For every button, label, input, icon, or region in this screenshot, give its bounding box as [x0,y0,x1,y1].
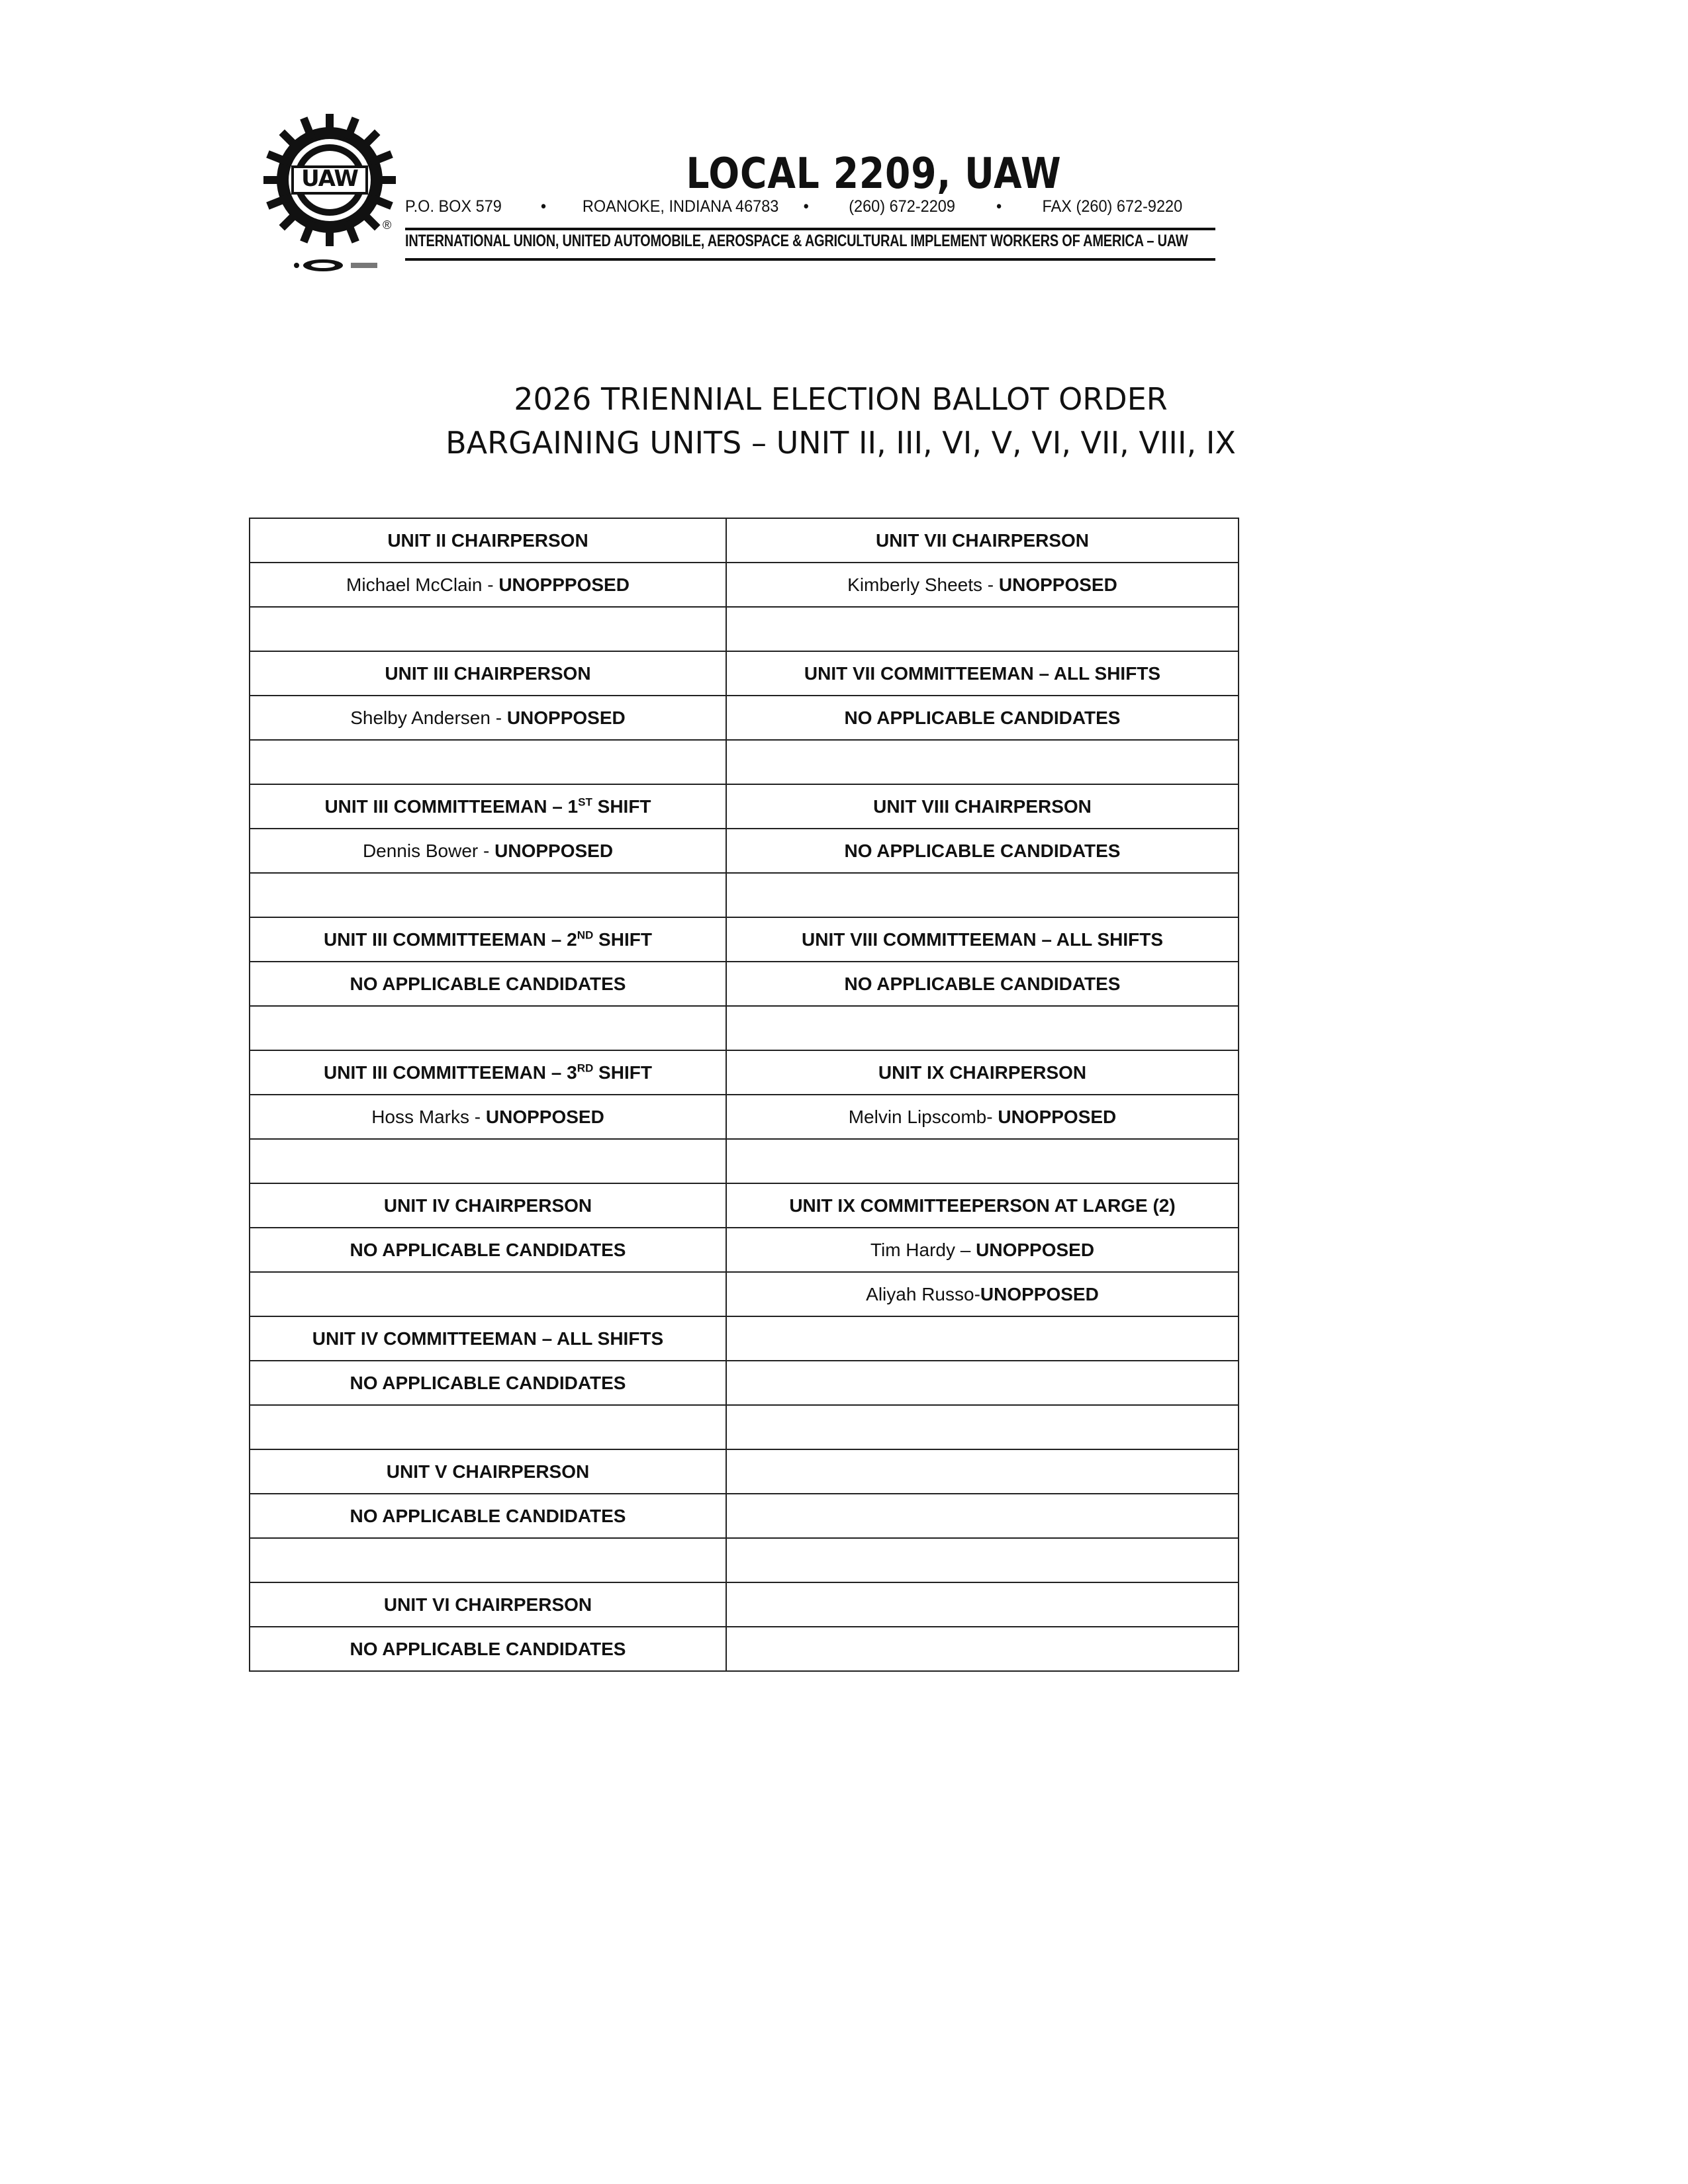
international-union-name: INTERNATIONAL UNION, UNITED AUTOMOBILE, AEROSPACE & AGRICULTURAL IMPLEMENT WORKERS OF AMERICA – UAW [405,232,1188,250]
table-row [250,1183,1239,1228]
local-name-heading: LOCAL 2209, UAW [686,150,1062,199]
union-bug-icon [291,257,391,274]
position-header: UNIT V CHAIRPERSON [250,1449,726,1494]
ballot-subtitle: BARGAINING UNITS – UNIT II, III, VI, V, VI, VII, VIII, IX [445,425,1236,461]
blank-cell [726,1449,1239,1494]
header-text: UNIT III COMMITTEEMAN – 3 [324,1062,577,1083]
table-row [250,784,1239,829]
city-address: ROANOKE, INDIANA 46783 [582,197,779,216]
table-row [250,1139,1239,1183]
candidate-status: UNOPPOSED [998,1106,1117,1127]
table-row [250,1538,1239,1582]
table-row [250,1494,1239,1538]
candidate-status: UNOPPPOSED [498,574,630,595]
blank-cell [250,873,726,917]
logo-text: UAW [301,165,358,192]
table-row [250,518,1239,563]
letterhead-rule-top [405,228,1215,230]
position-header: UNIT IX CHAIRPERSON [726,1050,1239,1095]
position-header: UNIT II CHAIRPERSON [250,518,726,563]
candidate-cell [250,696,726,740]
candidate-name: Michael McClain - [346,574,499,595]
candidate-name: Aliyah Russo- [866,1283,980,1304]
blank-cell [250,1405,726,1449]
blank-cell [726,1538,1239,1582]
position-header [250,917,726,962]
blank-cell [250,740,726,784]
candidate-name: Melvin Lipscomb- [848,1106,998,1127]
table-row [250,1449,1239,1494]
table-row [250,1050,1239,1095]
position-header: UNIT VI CHAIRPERSON [250,1582,726,1627]
position-header: UNIT VIII COMMITTEEMAN – ALL SHIFTS [726,917,1239,962]
position-header: UNIT III CHAIRPERSON [250,651,726,696]
position-header [250,784,726,829]
no-candidates-cell: NO APPLICABLE CANDIDATES [250,1361,726,1405]
table-row [250,1582,1239,1627]
table-row [250,1272,1239,1316]
ordinal-suffix: ND [577,929,594,942]
candidate-status: UNOPPOSED [976,1239,1095,1260]
letterhead-rule-bottom [405,258,1215,261]
candidate-status: UNOPPOSED [998,574,1117,595]
no-candidates-cell: NO APPLICABLE CANDIDATES [726,962,1239,1006]
blank-cell [726,740,1239,784]
phone-number: (260) 672-2209 [849,197,955,216]
position-header: UNIT IX COMMITTEEPERSON AT LARGE (2) [726,1183,1239,1228]
candidate-cell [250,563,726,607]
blank-cell [726,1361,1239,1405]
blank-cell [250,1139,726,1183]
blank-cell [250,1006,726,1050]
candidate-name: Hoss Marks - [371,1106,486,1127]
position-header: UNIT VII COMMITTEEMAN – ALL SHIFTS [726,651,1239,696]
candidate-status: UNOPPOSED [494,840,614,861]
blank-cell [726,1494,1239,1538]
candidate-cell [250,829,726,873]
ballot-order-table [249,518,1239,1672]
table-row [250,563,1239,607]
table-row [250,1006,1239,1050]
no-candidates-cell: NO APPLICABLE CANDIDATES [250,1627,726,1671]
blank-cell [726,1627,1239,1671]
ordinal-suffix: ST [578,796,592,809]
registered-mark: ® [383,218,392,232]
header-text: SHIFT [592,796,651,817]
separator-dot: • [803,197,809,216]
header-text: UNIT III COMMITTEEMAN – 1 [324,796,579,817]
table-row [250,1405,1239,1449]
table-row [250,1316,1239,1361]
table-row [250,917,1239,962]
no-candidates-cell: NO APPLICABLE CANDIDATES [250,962,726,1006]
contact-row [405,197,1183,221]
header-text: SHIFT [593,1062,652,1083]
blank-cell [726,873,1239,917]
po-box: P.O. BOX 579 [405,197,502,216]
candidate-name: Kimberly Sheets - [847,574,999,595]
blank-cell [250,1538,726,1582]
candidate-status: UNOPPOSED [485,1106,604,1127]
candidate-status: UNOPPOSED [980,1283,1099,1304]
position-header [250,1050,726,1095]
candidate-cell [726,1272,1239,1316]
table-row [250,1095,1239,1139]
position-header: UNIT VII CHAIRPERSON [726,518,1239,563]
candidate-name: Shelby Andersen - [350,707,507,728]
table-row [250,607,1239,651]
position-header: UNIT VIII CHAIRPERSON [726,784,1239,829]
candidate-name: Dennis Bower - [362,840,495,861]
table-row [250,696,1239,740]
separator-dot: • [996,197,1002,216]
candidate-cell [726,1095,1239,1139]
table-row [250,1361,1239,1405]
table-row [250,651,1239,696]
position-header: UNIT IV CHAIRPERSON [250,1183,726,1228]
no-candidates-cell: NO APPLICABLE CANDIDATES [726,829,1239,873]
table-row [250,873,1239,917]
blank-cell [250,1272,726,1316]
blank-cell [726,1582,1239,1627]
header-text: UNIT III COMMITTEEMAN – 2 [324,929,577,950]
ordinal-suffix: RD [577,1062,594,1075]
header-text: SHIFT [593,929,652,950]
candidate-cell [726,1228,1239,1272]
candidate-cell [726,563,1239,607]
blank-cell [726,607,1239,651]
blank-cell [726,1405,1239,1449]
blank-cell [726,1316,1239,1361]
blank-cell [726,1006,1239,1050]
blank-cell [726,1139,1239,1183]
candidate-status: UNOPPOSED [506,707,626,728]
table-row [250,740,1239,784]
separator-dot: • [540,197,547,216]
candidate-cell [250,1095,726,1139]
position-header: UNIT IV COMMITTEEMAN – ALL SHIFTS [250,1316,726,1361]
table-row [250,829,1239,873]
no-candidates-cell: NO APPLICABLE CANDIDATES [726,696,1239,740]
ballot-title: 2026 TRIENNIAL ELECTION BALLOT ORDER [514,381,1168,417]
no-candidates-cell: NO APPLICABLE CANDIDATES [250,1494,726,1538]
blank-cell [250,607,726,651]
table-row [250,1228,1239,1272]
no-candidates-cell: NO APPLICABLE CANDIDATES [250,1228,726,1272]
table-row [250,962,1239,1006]
candidate-name: Tim Hardy – [870,1239,976,1260]
fax-number: FAX (260) 672-9220 [1042,197,1183,216]
table-row [250,1627,1239,1671]
